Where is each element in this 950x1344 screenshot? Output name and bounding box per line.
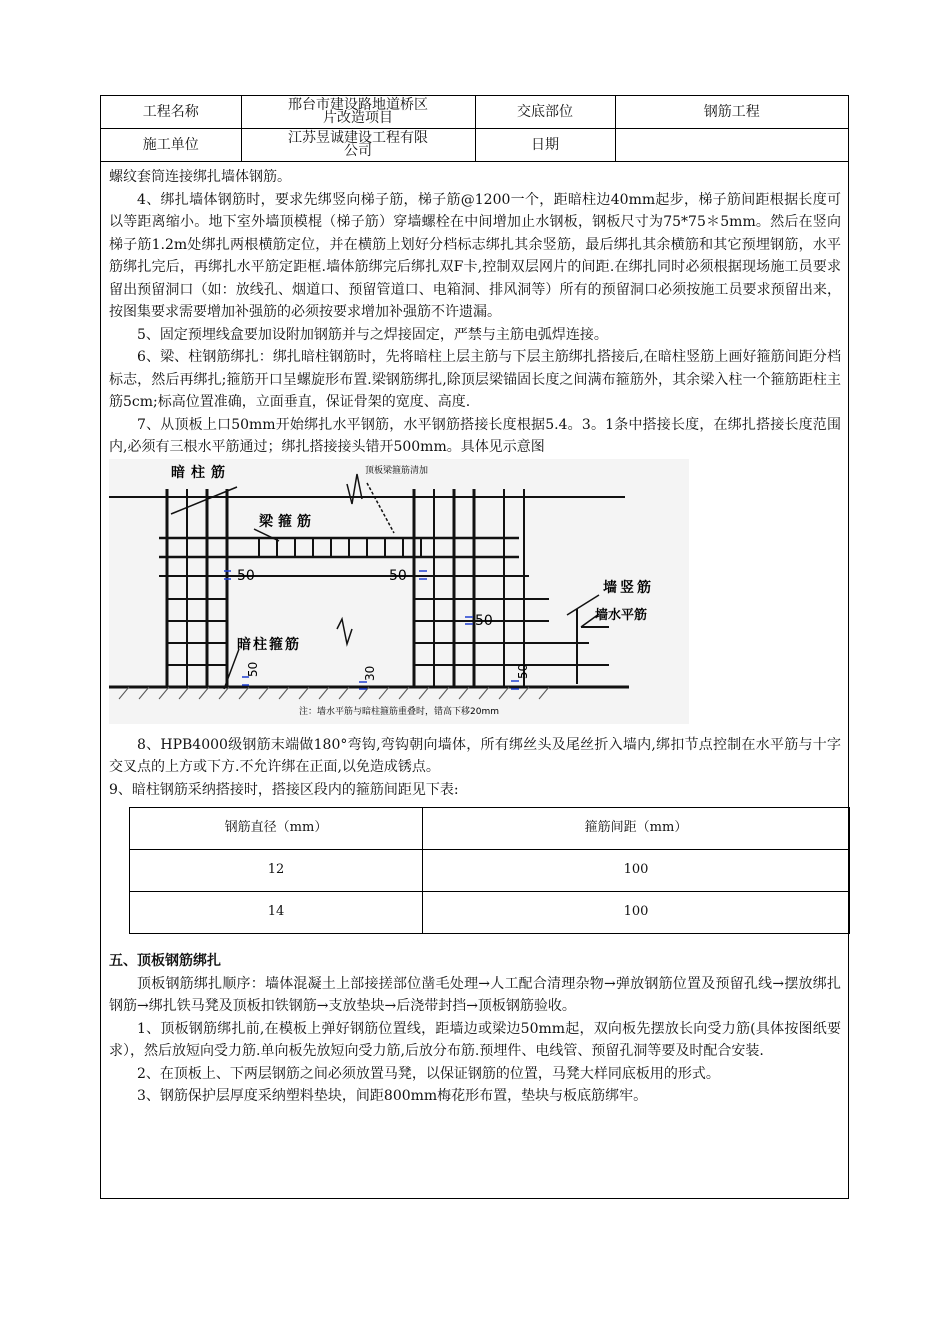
- unit-label: 施工单位: [101, 129, 241, 162]
- project-name-line1: 邢台市建设路地道桥区: [288, 97, 428, 113]
- col-diameter-header: 钢筋直径（mm）: [130, 808, 423, 850]
- unit-line1: 江苏昱诚建设工程有限: [288, 130, 428, 146]
- label-dim-50e: 50: [516, 663, 530, 679]
- label-dim-50a: 50: [237, 567, 255, 584]
- project-name-line2: 片改造项目: [323, 110, 393, 126]
- unit-line2: 公司: [344, 143, 372, 159]
- slab-paragraph-2: 2、在顶板上、下两层钢筋之间必须放置马凳，以保证钢筋的位置，马凳大样同底板用的形式。: [137, 1065, 720, 1082]
- rebar-diagram-svg: [109, 459, 689, 724]
- col-spacing-header: 箍筋间距（mm）: [423, 808, 850, 850]
- row-diameter: 12: [130, 850, 423, 892]
- paragraph-8: 8、HPB4000级钢筋末端做180°弯钩,弯钩朝向墙体，所有绑丝头及尾丝折入墙内,绑扣节点控制在水平筋与十字交叉点的上方或下方.不允许绑在正面,以免造成锈点。: [109, 736, 841, 775]
- slab-paragraph-3: 3、钢筋保护层厚度采纳塑料垫块，间距800mm梅花形布置，垫块与板底筋绑牢。: [137, 1088, 648, 1104]
- header-table: [101, 96, 848, 162]
- unit-value: [241, 129, 475, 162]
- label-dim-50b: 50: [389, 567, 407, 584]
- label-wall-vertical: 墙竖筋: [603, 579, 654, 596]
- label-note-top: 顶板梁箍筋清加: [365, 465, 429, 476]
- table-row: [130, 892, 850, 934]
- date-value: [615, 129, 848, 162]
- slab-paragraph-1: 1、顶板钢筋绑扎前,在模板上弹好钢筋位置线，距墙边或梁边50mm起，双向板先摆放长向受力筋(具体按图纸要求），然后放短向受力筋.单向板先放短向受力筋,后放分布筋.预埋件、电线管、预留孔洞等要及时配合安装.: [109, 1020, 841, 1059]
- paragraph-7: 7、从顶板上口50mm开始绑扎水平钢筋，水平钢筋搭接长度根据5.4。3。1条中搭接长度，在绑扎搭接长度范围内,必须有三根水平筋通过；绑扎搭接接头错开500mm。具体见示意图: [109, 416, 841, 455]
- document-frame: [100, 95, 849, 1199]
- slab-paragraph-0: 顶板钢筋绑扎顺序：墙体混凝土上部接搓部位凿毛处理→人工配合清理杂物→弹放钢筋位置及预留孔线→摆放绑扎钢筋→绑扎铁马凳及顶板扣铁钢筋→支放垫块→后浇带封挡→顶板钢筋验收。: [109, 975, 841, 1014]
- paragraph-5: 5、固定预埋线盒要加设附加钢筋并与之焊接固定，严禁与主筋电弧焊连接。: [137, 326, 608, 343]
- paragraph-0: 螺纹套筒连接绑扎墙体钢筋。: [109, 169, 291, 185]
- table-header-row: [130, 808, 850, 850]
- part-value: 钢筋工程: [615, 96, 848, 129]
- part-label: 交底部位: [475, 96, 615, 129]
- label-column-bar: 暗柱筋: [171, 464, 231, 481]
- label-column-stirrup: 暗柱箍筋: [237, 636, 301, 653]
- diagram-background: [109, 459, 689, 724]
- paragraph-4: 4、绑扎墙体钢筋时，要求先绑竖向梯子筋，梯子筋@1200一个，距暗柱边40mm起步，梯子筋间距根据长度可以等距离缩小。地下室外墙顶模棍（梯子筋）穿墙螺栓在中间增加止水钢板，钢板尺寸为75*75＊5mm。然后在竖向梯子筋1.2m处绑扎两根横筋定位，并在横筋上划好分档标志绑扎其余竖筋，最后绑扎其余横筋和其它预埋钢筋，水平筋绑扎完后，再绑扎水平筋定距框.墙体筋绑完后绑扎双F卡,控制双层网片的间距.在绑扎同时必须根据现场施工员要求留出预留洞口（如：放线孔、烟道口、预留管道口、电箱洞、排风洞等）所有的预留洞口必须按施工员要求预留出来，按图集要求需要增加补强筋的必须按要求增加补强筋不许遗漏。: [109, 191, 841, 320]
- label-dim-30: 30: [363, 665, 377, 681]
- date-label: 日期: [475, 129, 615, 162]
- project-name-label: 工程名称: [101, 96, 241, 129]
- section-5-heading: 五、顶板钢筋绑扎: [109, 953, 221, 969]
- table-row: [130, 850, 850, 892]
- label-dim-50d: 50: [246, 661, 260, 677]
- row-spacing: 100: [423, 892, 850, 934]
- label-beam-stirrup: 梁箍筋: [259, 513, 316, 530]
- paragraph-9: 9、暗柱钢筋采纳搭接时，搭接区段内的箍筋间距见下表:: [109, 781, 459, 798]
- content-body: [109, 166, 841, 1108]
- stirrup-spacing-table: [129, 807, 850, 934]
- rebar-diagram: [109, 459, 689, 724]
- row-diameter: 14: [130, 892, 423, 934]
- label-footnote: 注：墙水平筋与暗柱箍筋重叠时，错高下移20mm: [299, 706, 499, 717]
- paragraph-6: 6、梁、柱钢筋绑扎：绑扎暗柱钢筋时，先将暗柱上层主筋与下层主筋绑扎搭接后,在暗柱竖筋上画好箍筋间距分档标志，然后再绑扎;箍筋开口呈螺旋形布置.梁钢筋绑扎,除顶层梁锚固长度之间满布箍筋外，其余梁入柱一个箍筋距柱主筋5cm;标高位置准确，立面垂直，保证骨架的宽度、高度.: [109, 349, 841, 410]
- label-wall-horizontal: 墙水平筋: [595, 607, 648, 623]
- project-name-value: [241, 96, 475, 129]
- label-dim-50c: 50: [475, 612, 493, 629]
- row-spacing: 100: [423, 850, 850, 892]
